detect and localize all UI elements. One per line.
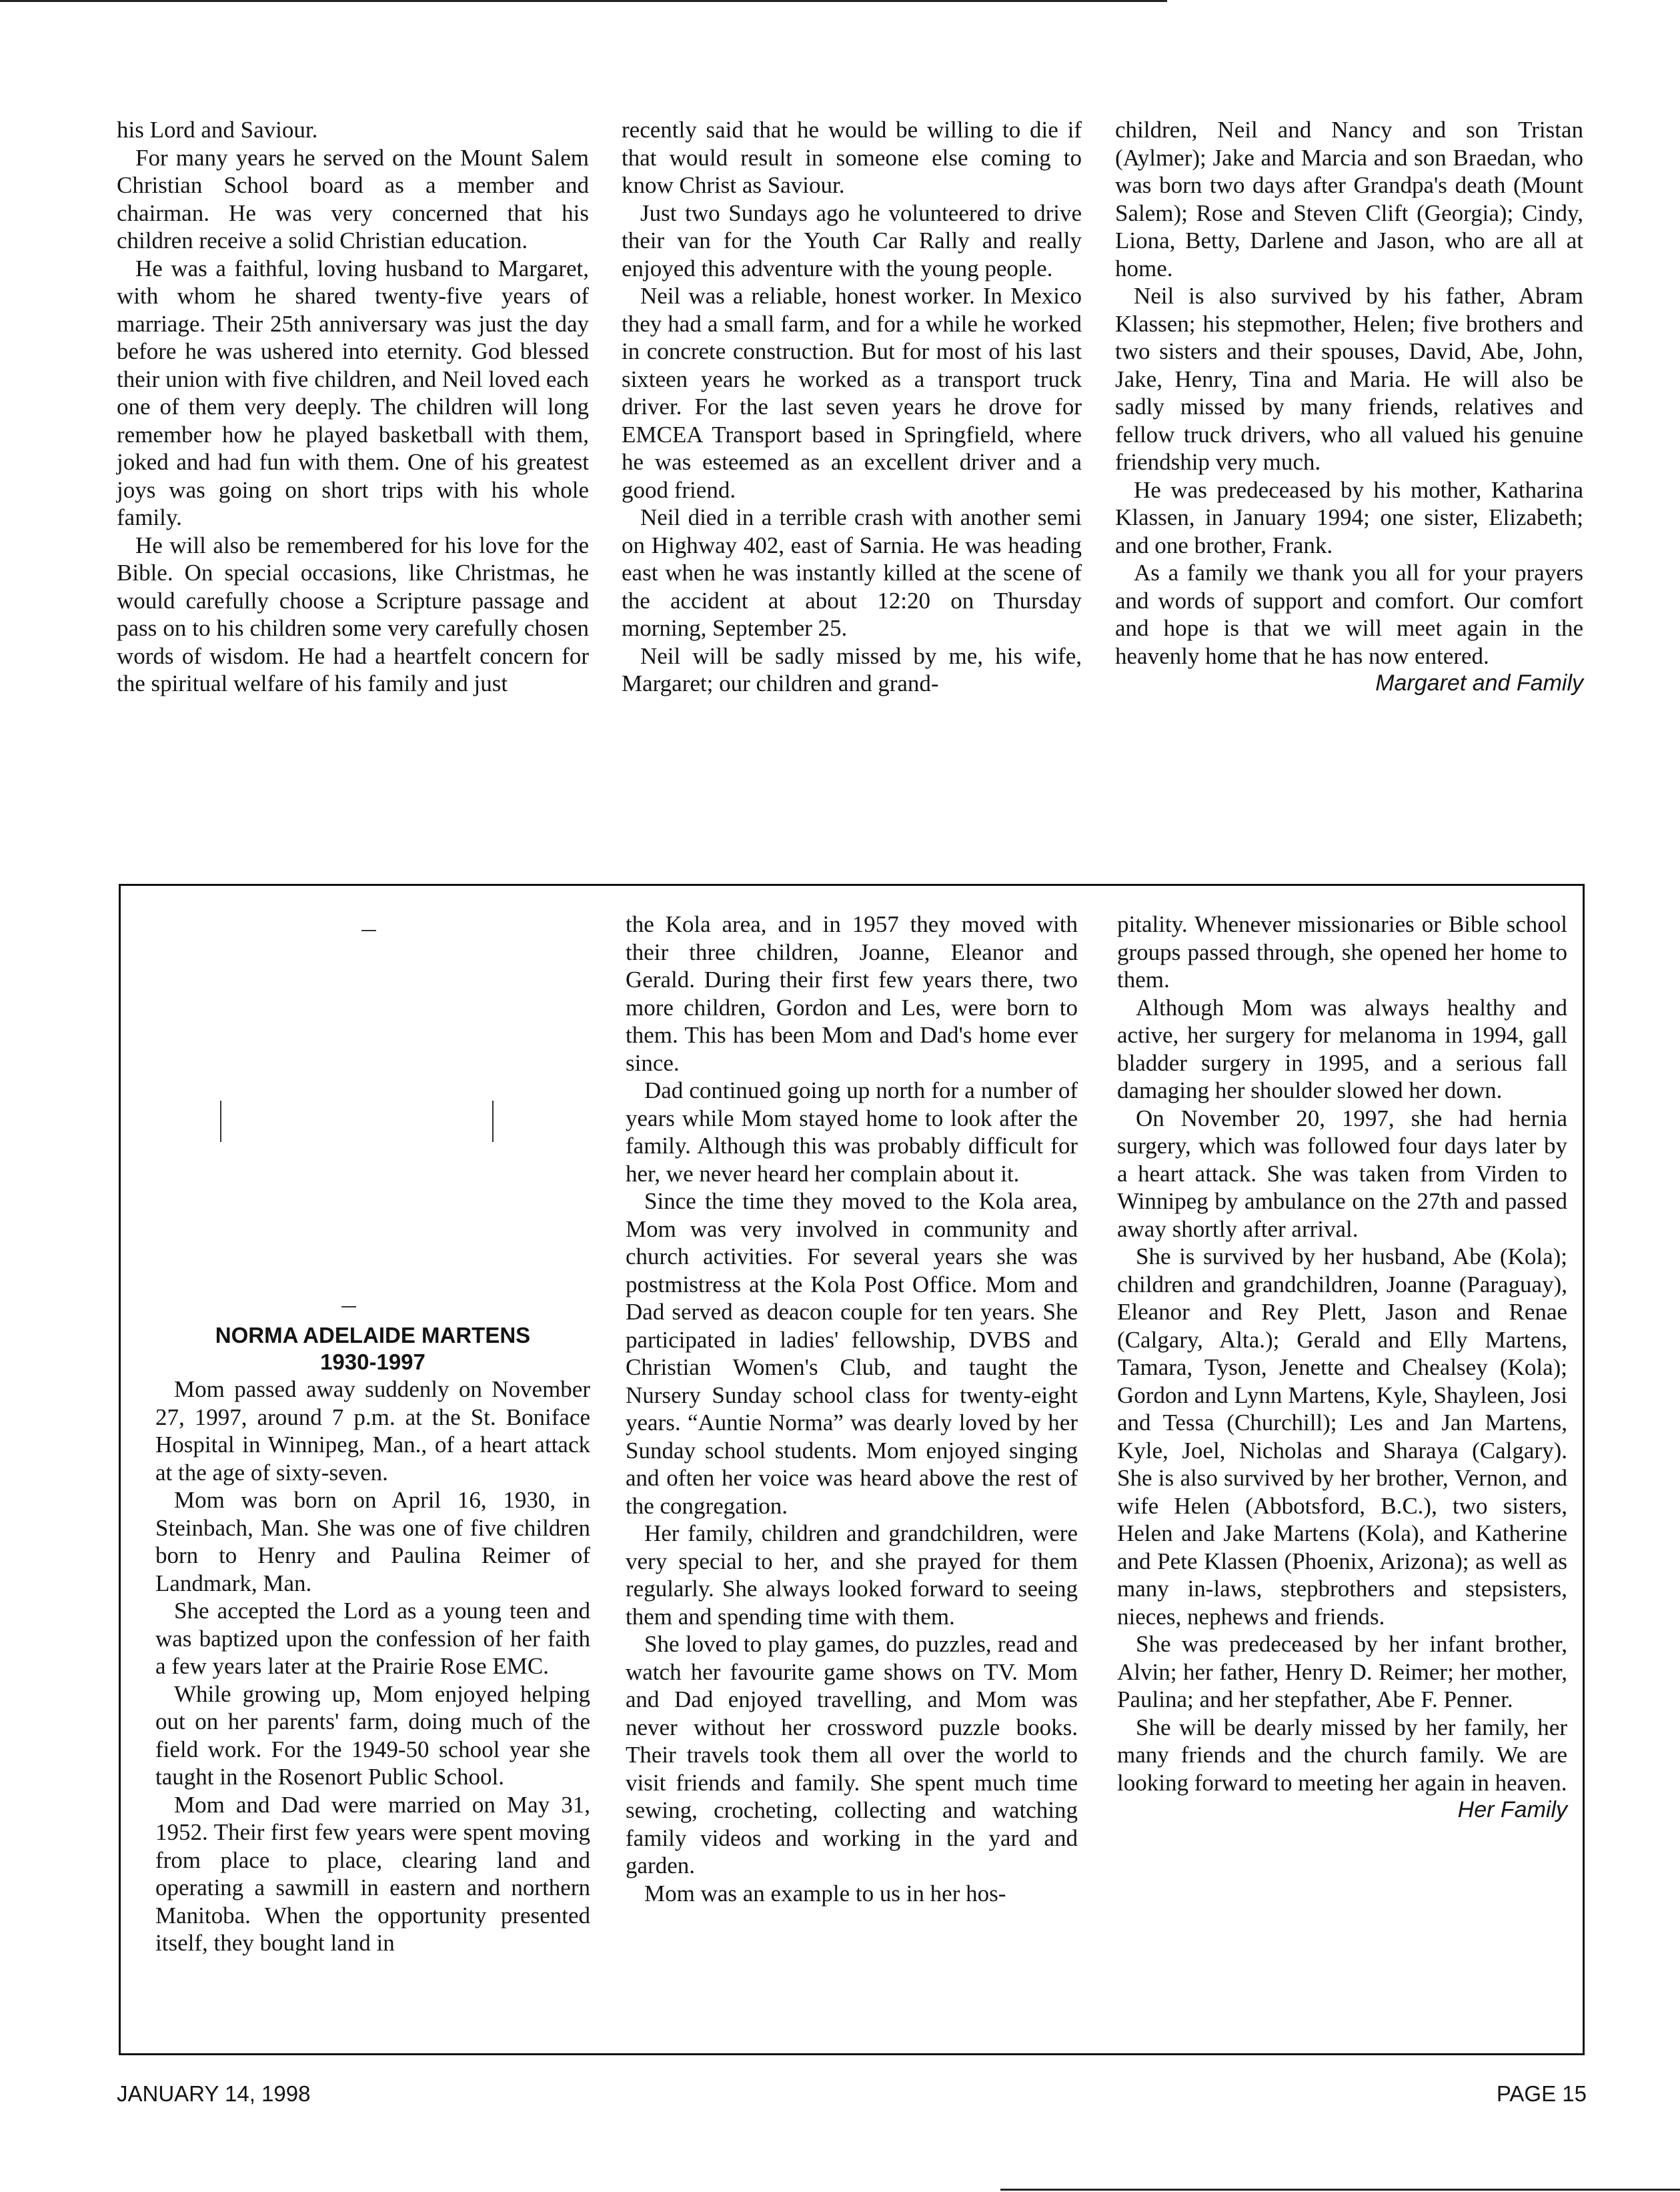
paragraph: children, Neil and Nancy and son Tristan (Aylmer); Jake and Marcia and son Braedan, who was born two days after Grandpa's death (Mount Salem); Rose and Steven Clift (Georgia); Cindy, Liona, Betty, Darlene and Jason, who are all at home.	[1115, 117, 1583, 282]
crop-mark	[341, 1306, 356, 1307]
paragraph: the Kola area, and in 1957 they moved with their three children, Joanne, Eleanor and Gerald. During their first few years there, two more children, Gordon and Les, were born to them. This has been Mom and Dad's home ever since.	[626, 911, 1078, 1076]
paragraph: For many years he served on the Mount Salem Christian School board as a member and chairman. He was very concerned that his children receive a solid Christian education.	[117, 144, 589, 253]
top-rule	[0, 0, 1167, 2]
article1-column-1	[117, 116, 589, 698]
crop-mark	[361, 930, 376, 931]
paragraph: Just two Sundays ago he volunteered to drive their van for the Youth Car Rally and really enjoyed this adventure with the young people.	[622, 199, 1082, 282]
article2-column-2	[626, 911, 1078, 1907]
crop-mark	[220, 1101, 221, 1142]
paragraph: She was predeceased by her infant brother, Alvin; her father, Henry D. Reimer; her mother, Paulina; and her stepfather, Abe F. Penner.	[1117, 1631, 1567, 1712]
paragraph: He was a faithful, loving husband to Margaret, with whom he shared twenty-five years of marriage. Their 25th anniversary was just the day before he was ushered into eternity. God blessed their union with five children, and Neil loved each one of them very deeply. The children will long remember how he played basketball with them, joked and had fun with them. One of his greatest joys was going on short trips with his whole family.	[117, 255, 589, 530]
obituary-name: NORMA ADELAIDE MARTENS	[215, 1323, 531, 1347]
paragraph: Mom was an example to us in her hos-	[644, 1880, 1006, 1906]
article2-column-1	[155, 1322, 590, 1957]
article1-column-3	[1115, 116, 1583, 698]
paragraph: Mom passed away suddenly on November 27, 1997, around 7 p.m. at the St. Boniface Hospital in Winnipeg, Man., of a heart attack at the age of sixty-seven.	[155, 1376, 590, 1486]
bottom-rule	[1000, 2189, 1680, 2191]
photo-placeholder	[127, 921, 594, 1307]
paragraph: He was predeceased by his mother, Katharina Klassen, in January 1994; one sister, Elizabeth; and one brother, Frank.	[1115, 476, 1583, 558]
paragraph: Neil will be sadly missed by me, his wife, Margaret; our children and grand-	[622, 642, 1082, 696]
signature: Margaret and Family	[1375, 670, 1583, 696]
paragraph: While growing up, Mom enjoyed helping out on her parents' farm, doing much of the field work. For the 1949-50 school year she taught in the Rosenort Public School.	[155, 1680, 590, 1790]
signature: Her Family	[1457, 1797, 1567, 1822]
paragraph: Mom and Dad were married on May 31, 1952. Their first few years were spent moving from place to place, clearing land and operating a sawmill in eastern and northern Manitoba. When the opportunity presented itself, they bought land in	[155, 1791, 590, 1956]
paragraph: Neil is also survived by his father, Abram Klassen; his stepmother, Helen; five brothers and two sisters and their spouses, David, Abe, John, Jake, Henry, Tina and Maria. He will also be sadly missed by many friends, relatives and fellow truck drivers, who all valued his genuine friendship very much.	[1115, 283, 1583, 475]
paragraph: On November 20, 1997, she had hernia surgery, which was followed four days later by a heart attack. She was taken from Virden to Winnipeg by ambulance on the 27th and passed away shortly after arrival.	[1117, 1105, 1567, 1242]
paragraph: She is survived by her husband, Abe (Kola); children and grandchildren, Joanne (Paraguay), Eleanor and Rey Plett, Jason and Renae (Calgary, Alta.); Gerald and Elly Martens, Tamara, Tyson, Jenette and Chealsey (Kola); Gordon and Lynn Martens, Kyle, Shayleen, Josi and Tessa (Churchill); Les and Jan Martens, Kyle, Joel, Nicholas and Sharaya (Calgary). She is also survived by her brother, Vernon, and wife Helen (Abbotsford, B.C.), two sisters, Helen and Jake Martens (Kola), and Katherine and Pete Klassen (Phoenix, Arizona); as well as many in-laws, stepbrothers and stepsisters, nieces, nephews and friends.	[1117, 1243, 1567, 1630]
obituary-years: 1930-1997	[320, 1349, 426, 1374]
footer-page-number: PAGE 15	[1496, 2081, 1587, 2106]
paragraph: Although Mom was always healthy and active, her surgery for melanoma in 1994, gall bladder surgery in 1995, and a serious fall damaging her shoulder slowed her down.	[1117, 994, 1567, 1103]
paragraph: Her family, children and grandchildren, were very special to her, and she prayed for them regularly. She always looked forward to seeing them and spending time with them.	[626, 1520, 1078, 1630]
paragraph: recently said that he would be willing to die if that would result in someone else coming to know Christ as Saviour.	[622, 117, 1082, 198]
paragraph: Neil was a reliable, honest worker. In Mexico they had a small farm, and for a while he worked in concrete construction. But for most of his last sixteen years he worked as a transport truck driver. For the last seven years he drove for EMCEA Transport based in Springfield, where he was esteemed as an excellent driver and a good friend.	[622, 283, 1082, 503]
paragraph: his Lord and Saviour.	[117, 117, 318, 143]
paragraph: Mom was born on April 16, 1930, in Steinbach, Man. She was one of five children born to Henry and Paulina Reimer of Landmark, Man.	[155, 1487, 590, 1596]
paragraph: She accepted the Lord as a young teen and was baptized upon the confession of her faith a few years later at the Prairie Rose EMC.	[155, 1598, 590, 1679]
paragraph: Neil died in a terrible crash with another semi on Highway 402, east of Sarnia. He was heading east when he was instantly killed at the scene of the accident at about 12:20 on Thursday morning, September 25.	[622, 504, 1082, 641]
paragraph: As a family we thank you all for your prayers and words of support and comfort. Our comfort and hope is that we will meet again in the heavenly home that he has now entered.	[1115, 560, 1583, 669]
paragraph: He will also be remembered for his love for the Bible. On special occasions, like Christmas, he would carefully choose a Scripture passage and pass on to his children some very carefully chosen words of wisdom. He had a heartfelt concern for the spiritual welfare of his family and just	[117, 532, 589, 696]
paragraph: Dad continued going up north for a number of years while Mom stayed home to look after the family. Although this was probably difficult for her, we never heard her complain about it.	[626, 1077, 1078, 1187]
paragraph: She loved to play games, do puzzles, read and watch her favourite game shows on TV. Mom and Dad enjoyed travelling, and Mom was never without her crossword puzzle books. Their travels took them all over the world to visit friends and family. She spent much time sewing, crocheting, collecting and watching family videos and working in the yard and garden.	[626, 1631, 1078, 1878]
crop-mark	[492, 1101, 494, 1142]
paragraph: Since the time they moved to the Kola area, Mom was very involved in community and church activities. For several years she was postmistress at the Kola Post Office. Mom and Dad served as deacon couple for ten years. She participated in ladies' fellowship, DVBS and Christian Women's Club, and taught the Nursery Sunday school class for twenty-eight years. “Auntie Norma” was dearly loved by her Sunday school students. Mom enjoyed singing and often her voice was heard above the rest of the congregation.	[626, 1188, 1078, 1519]
article1-column-2	[622, 116, 1082, 698]
paragraph: pitality. Whenever missionaries or Bible school groups passed through, she opened her home to them.	[1117, 911, 1567, 993]
paragraph: She will be dearly missed by her family, her many friends and the church family. We are looking forward to meeting her again in heaven.	[1117, 1714, 1567, 1796]
article2-column-3	[1117, 911, 1567, 1824]
footer-date: JANUARY 14, 1998	[117, 2081, 311, 2106]
